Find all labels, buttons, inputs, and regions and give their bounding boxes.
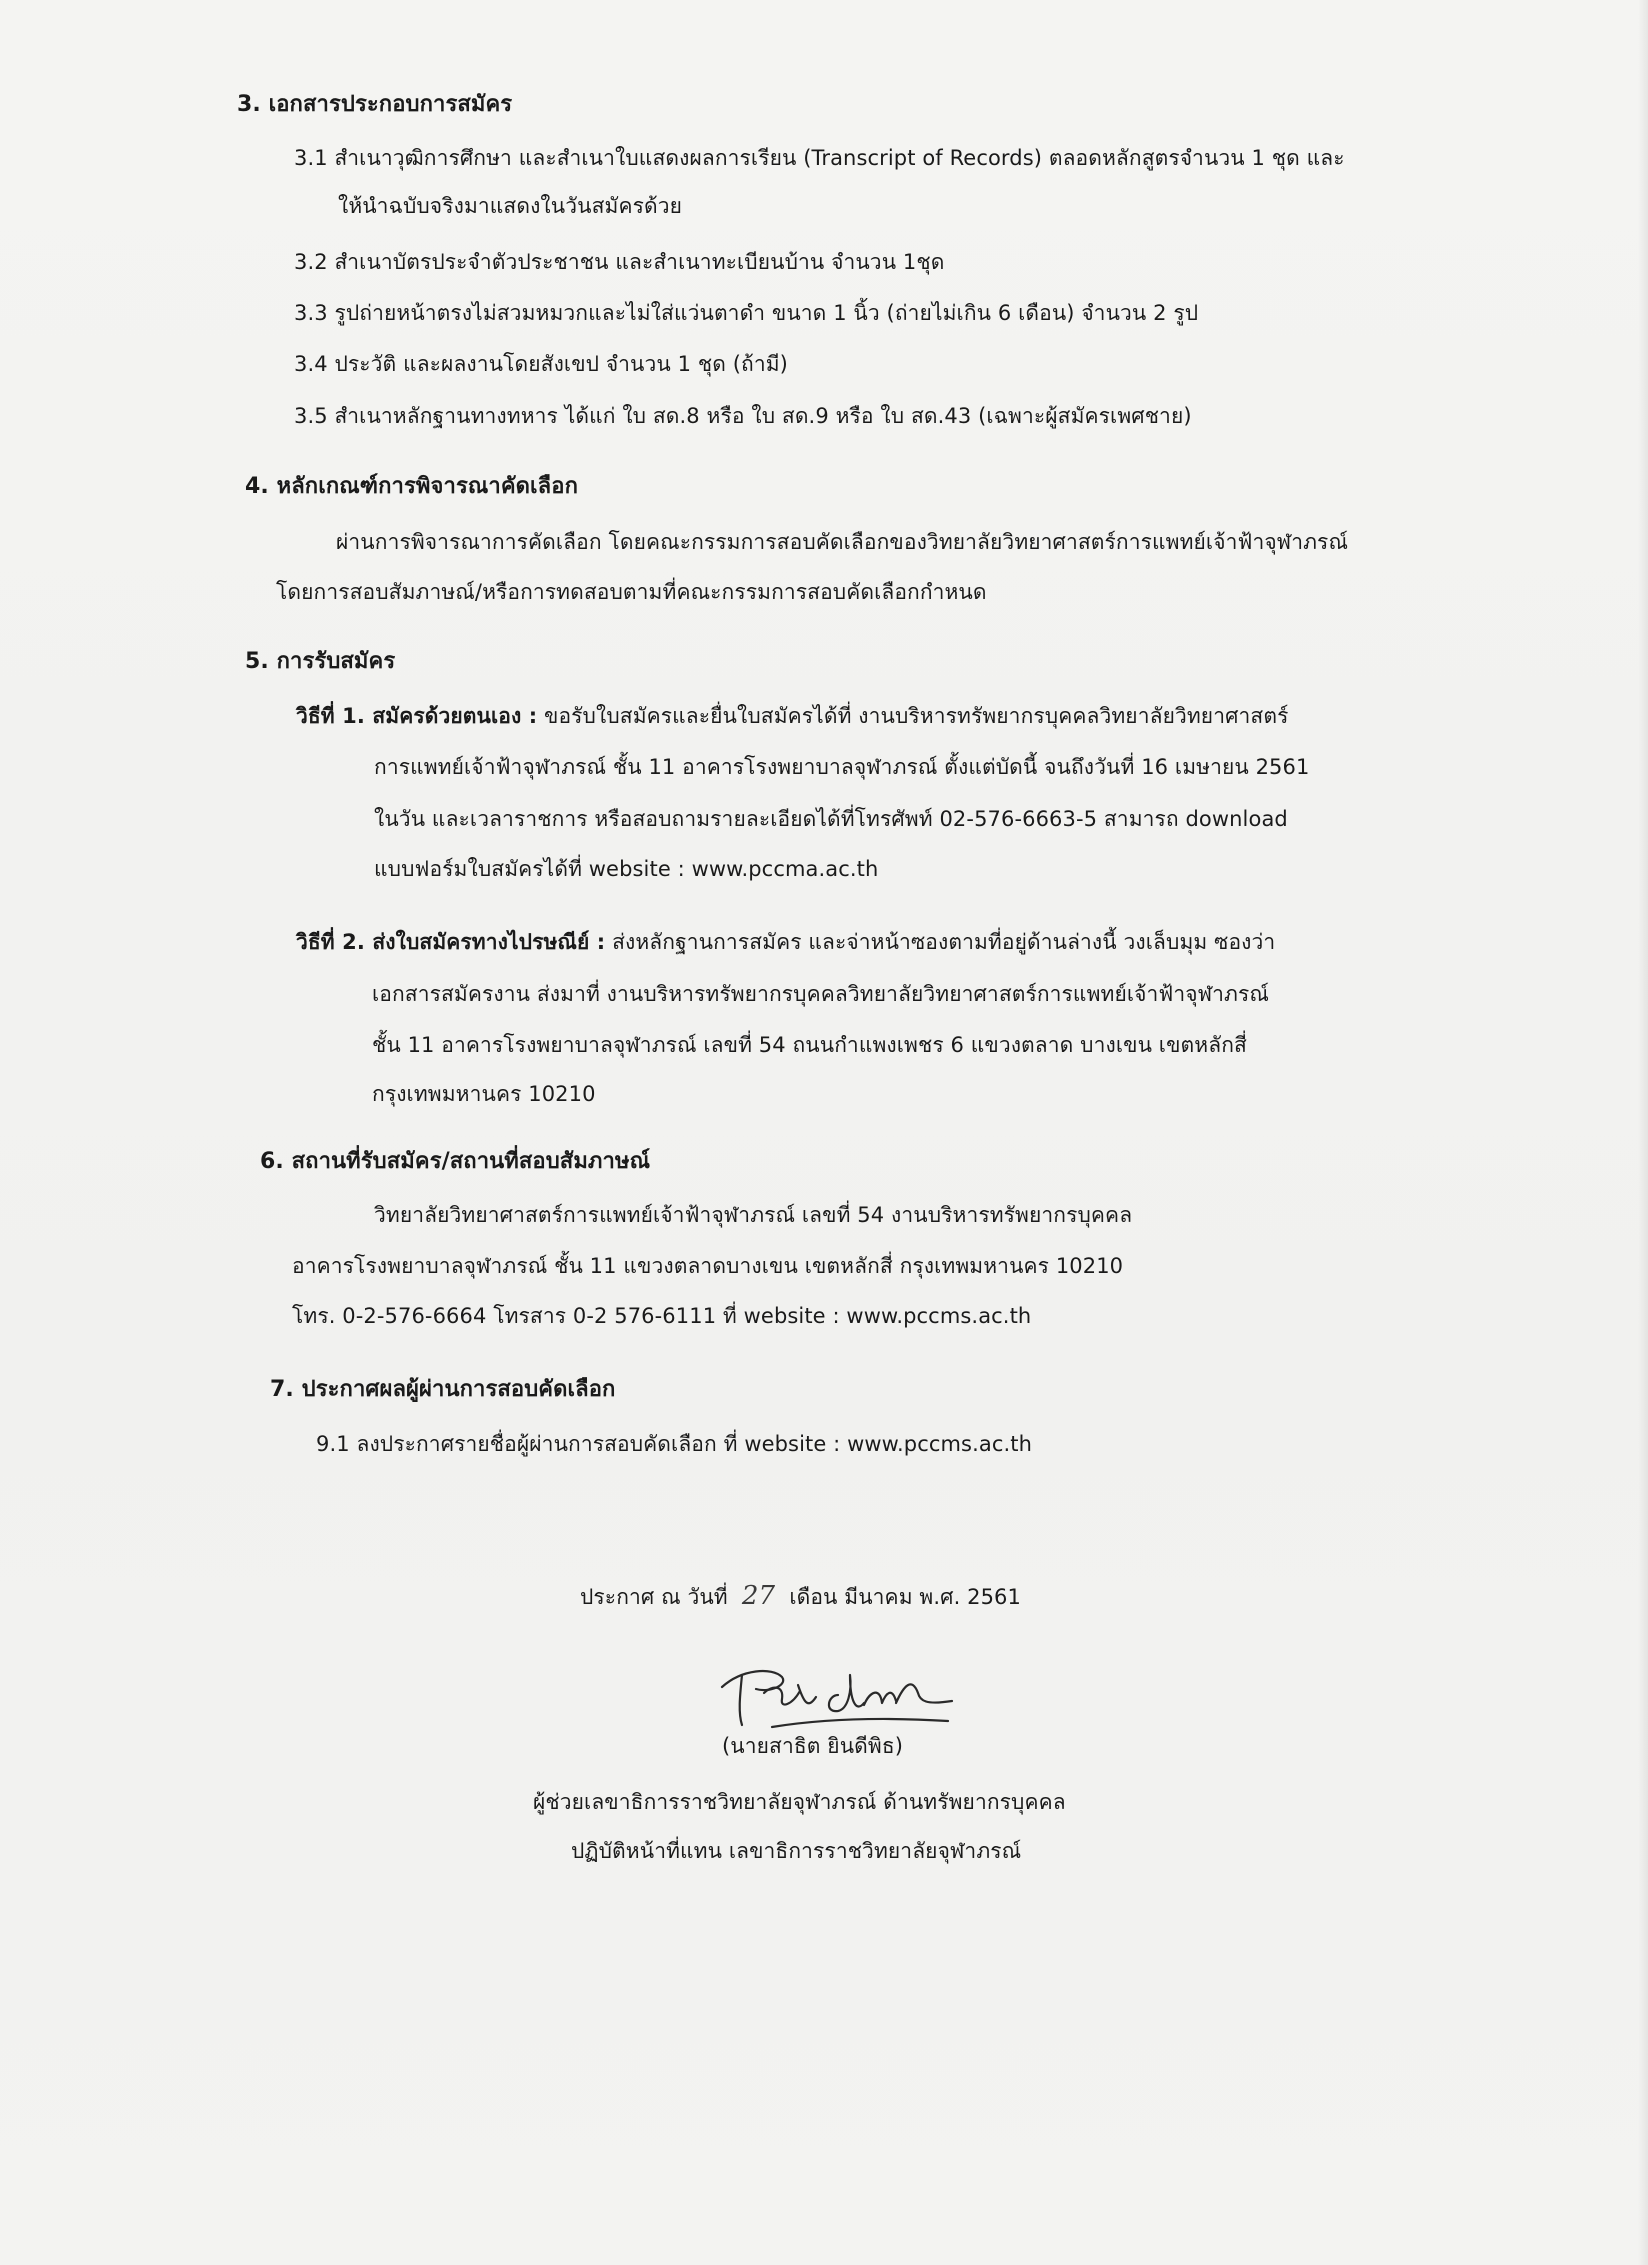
method-2-line-3: ชั้น 11 อาคารโรงพยาบาลจุฬาภรณ์ เลขที่ 54 ถนนกำแพงเพชร 6 แขวงตลาด บางเขน เขตหลักสี่ <box>372 1033 1247 1057</box>
method-1-line-1 <box>296 701 1288 731</box>
method-1-line-2: การแพทย์เจ้าฟ้าจุฬาภรณ์ ชั้น 11 อาคารโรงพยาบาลจุฬาภรณ์ ตั้งแต่บัดนี้ จนถึงวันที่ 16 เมษายน 2561 <box>374 755 1310 779</box>
scan-edge-shadow <box>1638 0 1648 2265</box>
section-3-item-3: 3.3 รูปถ่ายหน้าตรงไม่สวมหมวกและไม่ใส่แว่นตาดำ ขนาด 1 นิ้ว (ถ่ายไม่เกิน 6 เดือน) จำนวน 2 รูป <box>294 301 1199 325</box>
method-2-line-1-text: ส่งหลักฐานการสมัคร และจ่าหน้าซองตามที่อยู่ด้านล่างนี้ วงเล็บมุม ซองว่า <box>605 930 1276 954</box>
signatory-title-line-1: ผู้ช่วยเลขาธิการราชวิทยาลัยจุฬาภรณ์ ด้านทรัพยากรบุคคล <box>533 1790 1066 1814</box>
section-6-heading: 6. สถานที่รับสมัคร/สถานที่สอบสัมภาษณ์ <box>260 1149 651 1174</box>
section-7-heading: 7. ประกาศผลผู้ผ่านการสอบคัดเลือก <box>270 1377 616 1402</box>
date-day-handwritten: 27 <box>741 1581 776 1611</box>
section-4-line-2: โดยการสอบสัมภาษณ์/หรือการทดสอบตามที่คณะกรรมการสอบคัดเลือกกำหนด <box>276 580 987 604</box>
section-4-heading: 4. หลักเกณฑ์การพิจารณาคัดเลือก <box>245 474 578 499</box>
section-3-heading: 3. เอกสารประกอบการสมัคร <box>237 92 513 117</box>
method-1-lead: วิธีที่ 1. สมัครด้วยตนเอง : <box>296 704 538 728</box>
section-3-item-4: 3.4 ประวัติ และผลงานโดยสังเขป จำนวน 1 ชุด (ถ้ามี) <box>294 352 788 376</box>
signatory-name: (นายสาธิต ยินดีพิธ) <box>722 1734 904 1758</box>
method-2-line-4: กรุงเทพมหานคร 10210 <box>372 1082 596 1106</box>
date-prefix: ประกาศ ณ วันที่ <box>580 1585 728 1609</box>
method-1-line-1-text: ขอรับใบสมัครและยื่นใบสมัครได้ที่ งานบริหารทรัพยากรบุคคลวิทยาลัยวิทยาศาสตร์ <box>537 704 1289 728</box>
section-3-item-1-line-1: 3.1 สำเนาวุฒิการศึกษา และสำเนาใบแสดงผลการเรียน (Transcript of Records) ตลอดหลักสูตรจำนวน 1 ชุด และ <box>294 146 1345 170</box>
announcement-date <box>580 1581 1021 1612</box>
method-2-lead: วิธีที่ 2. ส่งใบสมัครทางไปรษณีย์ : <box>296 930 606 954</box>
signatory-title-line-2: ปฏิบัติหน้าที่แทน เลขาธิการราชวิทยาลัยจุฬาภรณ์ <box>571 1839 1022 1863</box>
method-1-line-4: แบบฟอร์มใบสมัครได้ที่ website : www.pccma.ac.th <box>374 857 879 881</box>
section-7-line-1: 9.1 ลงประกาศรายชื่อผู้ผ่านการสอบคัดเลือก ที่ website : www.pccms.ac.th <box>316 1432 1032 1456</box>
section-3-item-1-line-2: ให้นำฉบับจริงมาแสดงในวันสมัครด้วย <box>338 194 683 218</box>
section-6-line-2: อาคารโรงพยาบาลจุฬาภรณ์ ชั้น 11 แขวงตลาดบางเขน เขตหลักสี่ กรุงเทพมหานคร 10210 <box>292 1254 1124 1278</box>
date-suffix: เดือน มีนาคม พ.ศ. 2561 <box>789 1585 1021 1609</box>
section-4-line-1: ผ่านการพิจารณาการคัดเลือก โดยคณะกรรมการสอบคัดเลือกของวิทยาลัยวิทยาศาสตร์การแพทย์เจ้าฟ้าจุฬาภรณ์ <box>336 530 1349 554</box>
method-2-line-1 <box>296 927 1275 957</box>
section-6-line-3: โทร. 0-2-576-6664 โทรสาร 0-2 576-6111 ที่ website : www.pccms.ac.th <box>292 1304 1032 1328</box>
method-2-line-2: เอกสารสมัครงาน ส่งมาที่ งานบริหารทรัพยากรบุคคลวิทยาลัยวิทยาศาสตร์การแพทย์เจ้าฟ้าจุฬาภรณ์ <box>372 982 1269 1006</box>
section-5-heading: 5. การรับสมัคร <box>245 649 396 674</box>
method-1-line-3: ในวัน และเวลาราชการ หรือสอบถามรายละเอียดได้ที่โทรศัพท์ 02-576-6663-5 สามารถ download <box>374 807 1288 831</box>
section-3-item-2: 3.2 สำเนาบัตรประจำตัวประชาชน และสำเนาทะเบียนบ้าน จำนวน 1ชุด <box>294 250 945 274</box>
section-3-item-5: 3.5 สำเนาหลักฐานทางทหาร ได้แก่ ใบ สด.8 หรือ ใบ สด.9 หรือ ใบ สด.43 (เฉพาะผู้สมัครเพศชาย) <box>294 404 1192 428</box>
section-6-line-1: วิทยาลัยวิทยาศาสตร์การแพทย์เจ้าฟ้าจุฬาภรณ์ เลขที่ 54 งานบริหารทรัพยากรบุคคล <box>374 1203 1133 1227</box>
